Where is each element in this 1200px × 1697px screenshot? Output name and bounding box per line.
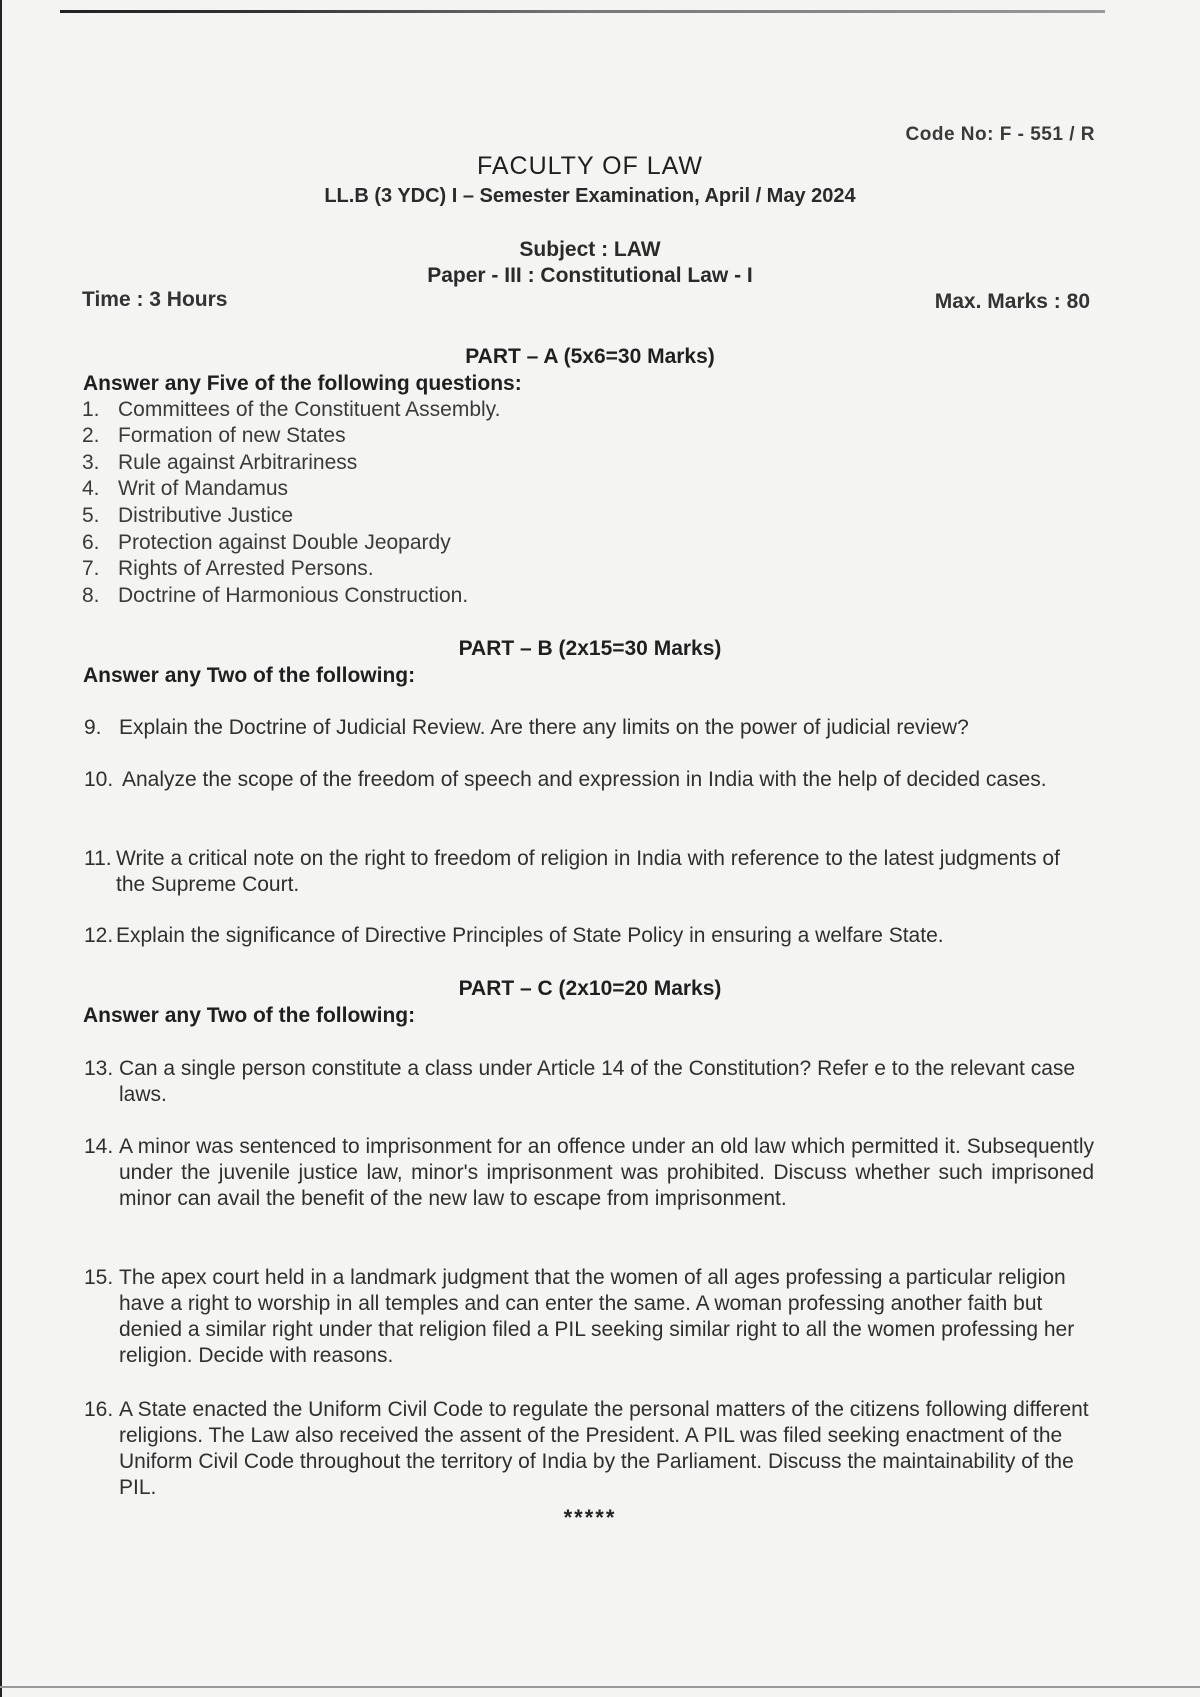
question-number: 8. — [82, 584, 100, 607]
list-item — [82, 531, 451, 555]
exam-title: LL.B (3 YDC) I – Semester Examination, April / May 2024 — [324, 185, 856, 207]
part-c-title: PART – C (2x10=20 Marks) — [458, 977, 722, 1000]
list-item — [82, 424, 346, 448]
list-item — [84, 1056, 1094, 1108]
list-item — [82, 398, 500, 422]
question-text: A minor was sentenced to imprisonment for an offence under an old law which permitted it. Subsequently under the juvenile justice law, minor's imprisonment was prohibited. Discuss whether such imprisoned minor can avail the benefit of the new law to escape from imprisonment. — [119, 1135, 1094, 1210]
question-text: Explain the Doctrine of Judicial Review. Are there any limits on the power of judicial review? — [119, 716, 969, 739]
bottom-border-line — [0, 1686, 1200, 1688]
question-number: 13. — [84, 1057, 114, 1080]
list-item — [84, 923, 1094, 949]
list-item — [84, 1134, 1094, 1212]
question-number: 7. — [82, 557, 100, 580]
question-number: 15. — [84, 1266, 114, 1289]
question-text: Write a critical note on the right to freedom of religion in India with reference to the latest judgments of the Supreme Court. — [116, 847, 1060, 896]
max-marks: Max. Marks : 80 — [934, 290, 1090, 313]
question-text: Analyze the scope of the freedom of speech and expression in India with the help of decided cases. — [122, 768, 1047, 791]
list-item — [82, 557, 374, 581]
list-item — [82, 451, 357, 475]
question-text: Formation of new States — [118, 424, 346, 447]
list-item — [84, 767, 1094, 793]
question-number: 9. — [84, 716, 102, 739]
list-item — [82, 477, 288, 501]
list-item — [84, 846, 1094, 898]
top-border-line — [60, 10, 1105, 13]
question-number: 3. — [82, 451, 100, 474]
end-of-paper-mark: ***** — [563, 1505, 617, 1530]
list-item — [84, 1397, 1094, 1501]
question-number: 14. — [84, 1135, 114, 1158]
question-number: 16. — [84, 1398, 114, 1421]
question-text: Can a single person constitute a class under Article 14 of the Constitution? Refer e to the relevant case laws. — [119, 1057, 1076, 1106]
part-b-instruction: Answer any Two of the following: — [83, 664, 416, 687]
question-number: 2. — [82, 424, 100, 447]
code-number: Code No: F - 551 / R — [905, 124, 1095, 145]
faculty-title: FACULTY OF LAW — [476, 152, 704, 180]
question-text: Writ of Mandamus — [118, 477, 288, 500]
question-text: Explain the significance of Directive Principles of State Policy in ensuring a welfare State. — [116, 924, 944, 947]
question-number: 5. — [82, 504, 100, 527]
question-text: Protection against Double Jeopardy — [118, 531, 451, 554]
part-b-title: PART – B (2x15=30 Marks) — [458, 637, 722, 660]
part-a-title: PART – A (5x6=30 Marks) — [465, 345, 715, 368]
question-number: 12. — [84, 924, 114, 947]
question-text: Distributive Justice — [118, 504, 294, 527]
question-text: Committees of the Constituent Assembly. — [118, 398, 501, 421]
question-number: 1. — [82, 398, 100, 421]
time-allowed: Time : 3 Hours — [82, 288, 228, 311]
part-c-instruction: Answer any Two of the following: — [83, 1004, 416, 1027]
question-number: 11. — [84, 847, 112, 870]
subject-line: Subject : LAW — [519, 238, 661, 261]
question-number: 6. — [82, 531, 100, 554]
question-number: 10. — [84, 768, 114, 791]
question-text: The apex court held in a landmark judgment that the women of all ages professing a particular religion have a right to worship in all temples and can enter the same. A woman professing another faith but denied a similar right under that religion filed a PIL seeking similar right to all the women professing her religion. Decide with reasons. — [119, 1266, 1075, 1367]
list-item — [84, 1265, 1094, 1369]
list-item — [82, 504, 293, 528]
part-a-instruction: Answer any Five of the following questions: — [83, 372, 522, 395]
question-text: Rights of Arrested Persons. — [118, 557, 374, 580]
paper-line: Paper - III : Constitutional Law - I — [427, 264, 753, 287]
question-text: Doctrine of Harmonious Construction. — [118, 584, 469, 607]
question-text: Rule against Arbitrariness — [118, 451, 358, 474]
list-item — [82, 584, 468, 608]
question-text: A State enacted the Uniform Civil Code to regulate the personal matters of the citizens following different religions. The Law also received the assent of the President. A PIL was filed seeking enactment of the Uniform Civil Code throughout the territory of India by the Parliament. Discuss the maintainability of the PIL. — [119, 1398, 1089, 1499]
question-number: 4. — [82, 477, 100, 500]
list-item — [84, 715, 1094, 741]
